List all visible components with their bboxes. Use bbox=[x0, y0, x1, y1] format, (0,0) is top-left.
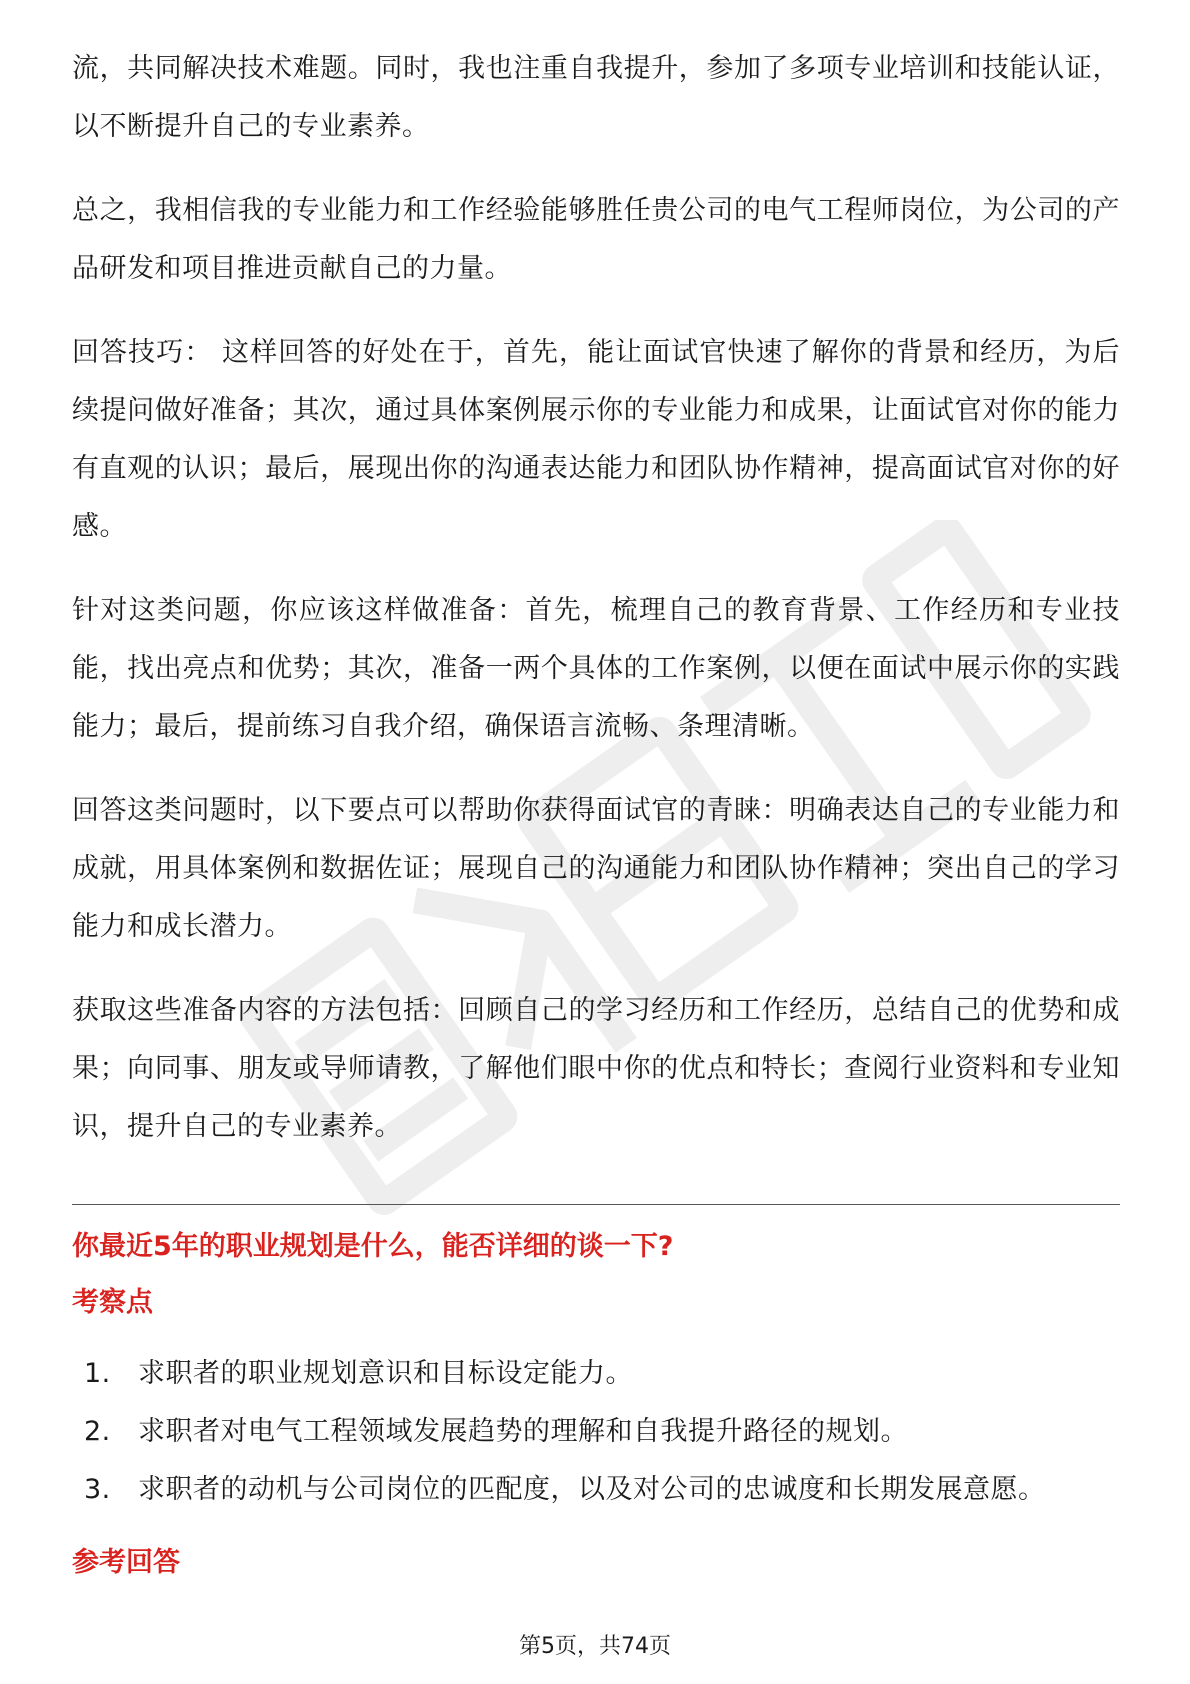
list-item bbox=[72, 1461, 1120, 1519]
list-item-text: 求职者的职业规划意识和目标设定能力。 bbox=[138, 1358, 633, 1389]
section-divider bbox=[72, 1204, 1120, 1205]
page-content bbox=[72, 40, 1120, 1585]
paragraph-methods: 获取这些准备内容的方法包括：回顾自己的学习经历和工作经历，总结自己的优势和成果；向同事、朋友或导师请教，了解他们眼中你的优点和特长；查阅行业资料和专业知识，提升自己的专业素养。 bbox=[72, 995, 1120, 1142]
list-item-number: 2. bbox=[84, 1416, 111, 1447]
list-item-number: 3. bbox=[84, 1474, 111, 1505]
paragraph-preparation: 针对这类问题，你应该这样做准备：首先，梳理自己的教育背景、工作经历和专业技能，找出亮点和优势；其次，准备一两个具体的工作案例，以便在面试中展示你的实践能力；最后，提前练习自我介绍，确保语言流畅、条理清晰。 bbox=[72, 595, 1120, 742]
paragraph-continued: 流，共同解决技术难题。同时，我也注重自我提升，参加了多项专业培训和技能认证，以不断提升自己的专业素养。 bbox=[72, 53, 1120, 142]
paragraph-answer-tips: 回答技巧： 这样回答的好处在于，首先，能让面试官快速了解你的背景和经历，为后续提问做好准备；其次，通过具体案例展示你的专业能力和成果，让面试官对你的能力有直观的认识；最后，展现出你的沟通表达能力和团队协作精神，提高面试官对你的好感。 bbox=[72, 337, 1120, 542]
focus-heading: 考察点 bbox=[72, 1287, 153, 1318]
paragraph-summary: 总之，我相信我的专业能力和工作经验能够胜任贵公司的电气工程师岗位，为公司的产品研发和项目推进贡献自己的力量。 bbox=[72, 195, 1120, 284]
list-item-number: 1. bbox=[84, 1358, 111, 1389]
list-item-text: 求职者对电气工程领域发展趋势的理解和自我提升路径的规划。 bbox=[138, 1416, 908, 1447]
list-item bbox=[72, 1403, 1120, 1461]
question-title: 你最近5年的职业规划是什么，能否详细的谈一下? bbox=[72, 1231, 674, 1262]
page-number: 第5页，共74页 bbox=[519, 1634, 671, 1659]
focus-points-list bbox=[72, 1345, 1120, 1519]
paragraph-key-points: 回答这类问题时，以下要点可以帮助你获得面试官的青睐：明确表达自己的专业能力和成就，用具体案例和数据佐证；展现自己的沟通能力和团队协作精神；突出自己的学习能力和成长潜力。 bbox=[72, 795, 1120, 942]
list-item-text: 求职者的动机与公司岗位的匹配度，以及对公司的忠诚度和长期发展意愿。 bbox=[138, 1474, 1046, 1505]
reference-answer-heading: 参考回答 bbox=[72, 1547, 180, 1578]
list-item bbox=[72, 1345, 1120, 1403]
